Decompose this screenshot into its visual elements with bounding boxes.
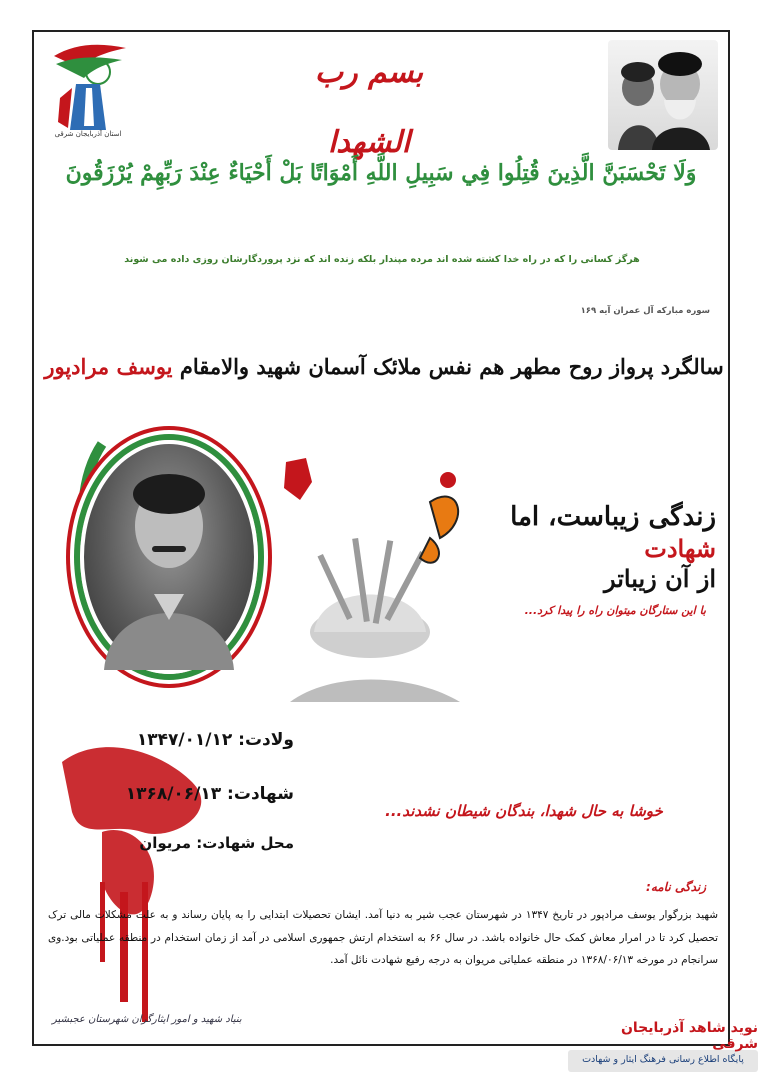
headline-text: سالگرد پرواز روح مطهر هم نفس ملائک آسمان شهید والامقام [172, 354, 724, 379]
anniversary-headline [44, 354, 724, 379]
banner-subtitle: پایگاه اطلاع رسانی فرهنگ ایثار و شهادت [582, 1054, 744, 1065]
biography-text: شهید بزرگوار یوسف مرادپور در تاریخ ۱۳۴۷ در شهرستان عجب شیر به دنیا آمد. ایشان تحصیلات ابتدایی را به پایان رساند و به علت مشکلات مالی ترک تحصیل کرد تا در امرار معاش کمک حال خانواده باشد. در سال ۶۶ به استخدام ارتش جمهوری اسلامی در آمد از زمان استخدام در منطقه عملیاتی بود.وی سرانجام در مورخه ۱۳۶۸/۰۶/۱۳ در منطقه عملیاتی مریوان به درجه رفیع شهادت نائل آمد. [48, 909, 718, 967]
slogan-line1: زندگی زیباست، اما [510, 502, 716, 532]
slogan-line2: شهادت [644, 534, 716, 563]
navid-shahed-banner [568, 1016, 758, 1076]
verse-reference: سوره مبارکه آل عمران آیه ۱۶۹ [580, 306, 710, 316]
foundation-logo [46, 38, 132, 138]
martyr-name: یوسف مرادپور [44, 354, 173, 379]
slogan-line3: از آن زیباتر [603, 564, 716, 593]
banner-title: نوید شاهد آذربایجان شرقی [620, 1020, 758, 1052]
bismillah-calligraphy: بسم رب الشهدا [314, 55, 424, 160]
logo-caption: استان آذربایجان شرقی [54, 130, 122, 138]
biography-title: زندگی نامه: [646, 880, 706, 894]
blood-splatter [42, 722, 252, 1042]
slogan-subtitle: با این ستارگان میتوان راه را پیدا کرد... [524, 604, 706, 617]
martyr-portrait [80, 440, 258, 674]
martyrdom-place: محل شهادت: مریوان [139, 834, 294, 852]
verse-translation: هرگز کسانی را که در راه خدا کشته شده اند مرده مپندار بلکه زنده اند که نزد پروردگارشان روزی داده می شوند [124, 254, 640, 265]
birth-date: ولادت: ۱۳۴۷/۰۱/۱۲ [136, 730, 294, 750]
leaders-portrait [608, 40, 718, 150]
poster-frame [32, 30, 730, 1046]
foundation-signature: بنیاد شهید و امور ایثارگران شهرستان عجبشیر [52, 1014, 242, 1025]
martyrdom-date: شهادت: ۱۳۶۸/۰۶/۱۳ [125, 784, 294, 804]
martyrs-quote: خوشا به حال شهدا، بندگان شیطان نشدند... [385, 802, 663, 820]
quran-verse: وَلَا تَحْسَبَنَّ الَّذِينَ قُتِلُوا فِي سَبِيلِ اللَّهِ أَمْوَاتًا بَلْ أَحْيَاءٌ عِنْدَ رَبِّهِمْ يُرْزَقُونَ [65, 160, 697, 186]
landmine-illustration [270, 442, 470, 712]
